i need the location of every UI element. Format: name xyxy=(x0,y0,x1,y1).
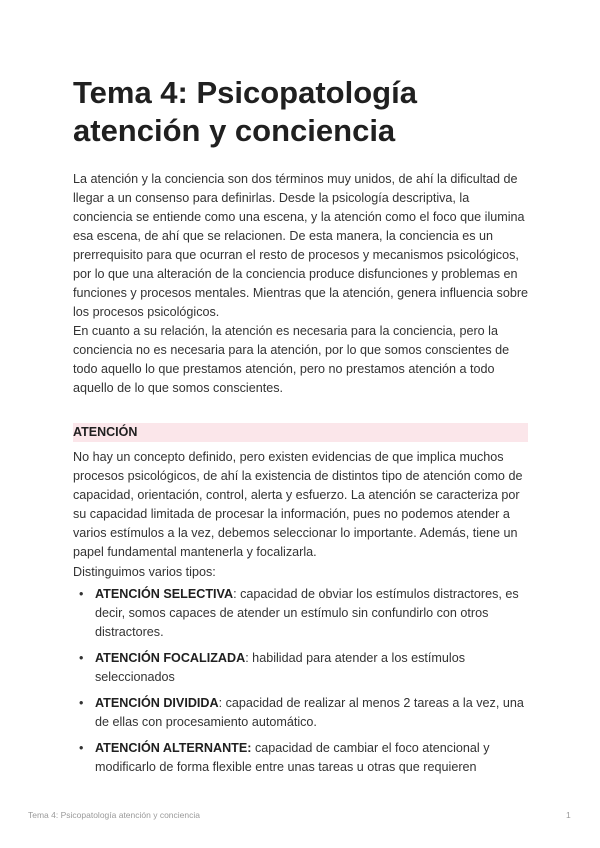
section-heading-highlight xyxy=(73,423,528,442)
list-item-text: : capacidad de obviar los estímulos distractores, es decir, somos capaces de atender un estímulo sin confundirlo con otros distractores. xyxy=(95,587,519,639)
intro-paragraph-2: En cuanto a su relación, la atención es necesaria para la conciencia, pero la conciencia no es necesaria para la atención, por lo que somos conscientes de todo aquello lo que prestamos atención, pero no prestamos atención a todo aquello de lo que somos conscientes. xyxy=(73,324,510,395)
list-item xyxy=(73,694,528,732)
list-intro: Distinguimos varios tipos: xyxy=(73,565,216,579)
list-item xyxy=(73,585,528,642)
section-heading: ATENCIÓN xyxy=(73,425,138,439)
footer-title: Tema 4: Psicopatología atención y conciencia xyxy=(28,810,200,820)
list-item-term: ATENCIÓN SELECTIVA xyxy=(95,587,234,601)
list-item-text: : habilidad para atender a los estímulos seleccionados xyxy=(95,651,466,684)
list-item-term: ATENCIÓN DIVIDIDA xyxy=(95,696,219,710)
list-item-text: capacidad de cambiar el foco atencional y modificarlo de forma flexible entre unas tareas u otras que requieren xyxy=(95,741,490,774)
footer-page-number: 1 xyxy=(566,810,571,820)
bullet-icon: • xyxy=(79,651,84,665)
list-item xyxy=(73,649,528,687)
list-item-text: : capacidad de realizar al menos 2 tareas a la vez, una de ellas con procesamiento automático. xyxy=(95,696,524,729)
bullet-icon: • xyxy=(79,741,84,755)
intro-paragraph-1: La atención y la conciencia son dos términos muy unidos, de ahí la dificultad de llegar a un consenso para definirlas. Desde la psicología descriptiva, la conciencia se entiende como una escena, y la atención como el foco que ilumina esa escena, de ahí que se relacionen. De esta manera, la conciencia es un prerrequisito para que ocurran el resto de procesos y mecanismos psicológicos, por lo que una alteración de la conciencia produce disfunciones y problemas en funciones y procesos mentales. Mientras que la atención, genera influencia sobre los procesos psicológicos. xyxy=(73,172,529,319)
bullet-icon: • xyxy=(79,587,84,601)
list-item-term: ATENCIÓN ALTERNANTE: xyxy=(95,741,252,755)
section-paragraph: No hay un concepto definido, pero existen evidencias de que implica muchos procesos psicológicos, de ahí la existencia de distintos tipo de atención como de capacidad, orientación, control, alerta y esfuerzo. La atención se caracteriza por su capacidad limitada de procesar la información, pues no podemos atender a varios estímulos a la vez, debemos seleccionar lo importante. Además, tiene un papel fundamental mantenerla y focalizarla. xyxy=(73,450,523,559)
list-item-term: ATENCIÓN FOCALIZADA xyxy=(95,651,246,665)
page-title: Tema 4: Psicopatología atención y conciencia xyxy=(73,75,417,148)
list-item xyxy=(73,739,528,777)
attention-types-list xyxy=(73,585,528,784)
bullet-icon: • xyxy=(79,696,84,710)
